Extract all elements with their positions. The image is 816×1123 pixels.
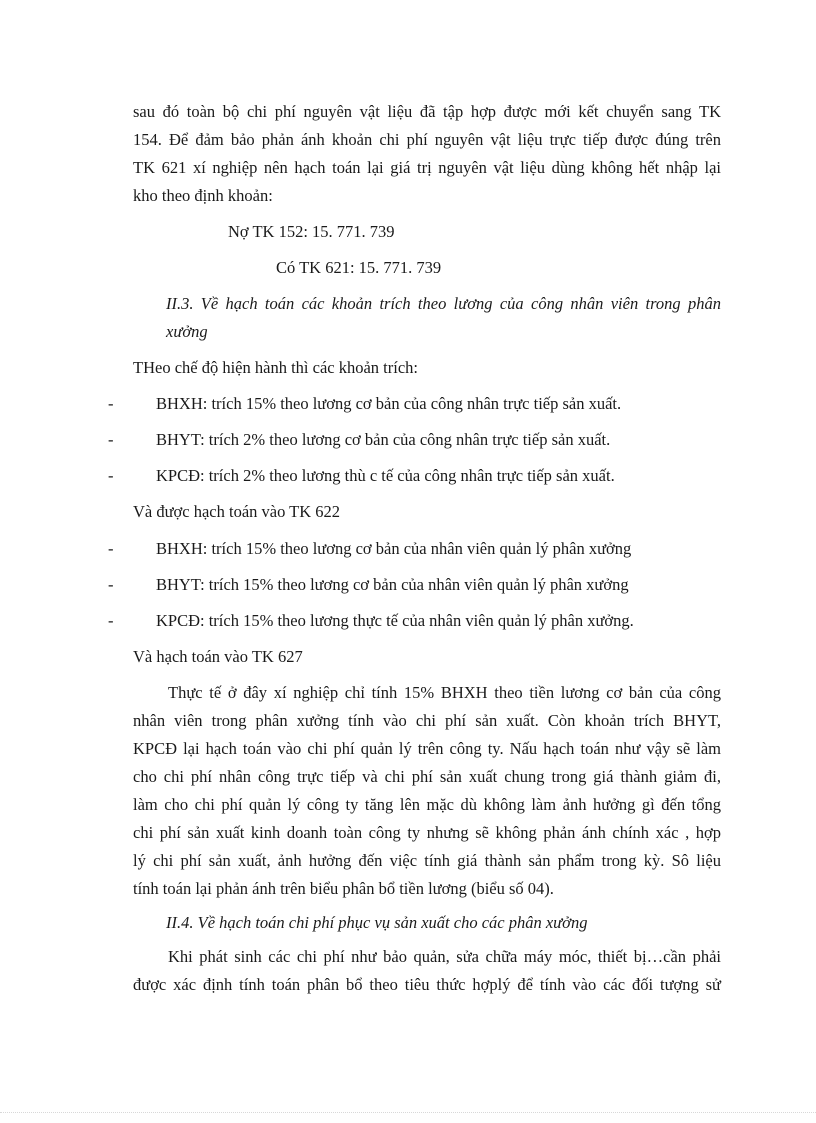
paragraph1-line-4: kho theo định khoản:	[133, 186, 273, 205]
list-dash: -	[108, 394, 114, 413]
list2-item-2: BHYT: trích 15% theo lương cơ bản của nhân viên quản lý phân xưởng	[156, 575, 629, 594]
section-2-4-heading: II.4. Về hạch toán chi phí phục vụ sản xuất cho các phân xưởng	[166, 913, 588, 932]
paragraph3-line-1: Khi phát sinh các chi phí như bảo quản, sửa chữa máy móc, thiết bị…cần phải	[168, 947, 721, 966]
paragraph1-line-1: sau đó toàn bộ chi phí nguyên vật liệu đã tập hợp được mới kết chuyển sang TK	[133, 102, 721, 121]
paragraph2-line-1: Thực tế ở đây xí nghiệp chỉ tính 15% BHXH theo tiền lương cơ bản của công	[168, 683, 721, 702]
account-note-622: Và được hạch toán vào TK 622	[133, 502, 341, 521]
list1-item-1: BHXH: trích 15% theo lương cơ bản của công nhân trực tiếp sản xuất.	[156, 394, 622, 413]
paragraph2-line-2: nhân viên trong phân xưởng tính vào chi phí sản xuất. Còn khoản trích BHYT,	[133, 711, 721, 730]
account-note-627: Và hạch toán vào TK 627	[133, 647, 303, 666]
list1-item-3: KPCĐ: trích 2% theo lương thù c tế của công nhân trực tiếp sản xuất.	[156, 466, 615, 485]
paragraph1-line-2: 154. Để đảm bảo phản ánh khoản chi phí nguyên vật liệu trực tiếp được đúng trên	[133, 130, 721, 149]
list-dash: -	[108, 430, 114, 449]
paragraph2-line-7: lý chi phí sản xuất, ảnh hưởng đến việc tính giá thành sản phẩm trong kỳ. Sô liệu	[133, 851, 721, 870]
list-dash: -	[108, 611, 114, 630]
list-dash: -	[108, 539, 114, 558]
debit-entry: Nợ TK 152: 15. 771. 739	[228, 222, 395, 241]
paragraph2-line-4: cho chi phí nhân công trực tiếp và chi phí sản xuất chung trong giá thành giảm đi,	[133, 767, 721, 786]
list2-item-1: BHXH: trích 15% theo lương cơ bản của nhân viên quản lý phân xưởng	[156, 539, 632, 558]
list-dash: -	[108, 466, 114, 485]
credit-entry: Có TK 621: 15. 771. 739	[276, 258, 442, 277]
list2-item-3: KPCĐ: trích 15% theo lương thực tế của nhân viên quản lý phân xưởng.	[156, 611, 634, 630]
paragraph2-line-3: KPCĐ lại hạch toán vào chi phí quản lý trên công ty. Nấu hạch toán như vậy sẽ làm	[133, 739, 721, 758]
paragraph2-line-6: chi phí sản xuất kinh doanh toàn công ty nhưng sẽ không phản ánh chính xác , hợp	[133, 823, 721, 842]
section-2-3-heading-line-1: II.3. Về hạch toán các khoản trích theo lương của công nhân viên trong phân	[166, 294, 721, 313]
section-2-3-heading-line-2: xưởng	[166, 322, 208, 341]
paragraph2-line-5: làm cho chi phí quản lý công ty tăng lên mặc dù không làm ảnh hưởng gì đến tổng	[133, 795, 721, 814]
list1-item-2: BHYT: trích 2% theo lương cơ bản của công nhân trực tiếp sản xuất.	[156, 430, 611, 449]
section-2-3-intro: THeo chế độ hiện hành thì các khoản trích:	[133, 358, 418, 377]
list-dash: -	[108, 575, 114, 594]
paragraph2-line-8: tính toán lại phản ánh trên biểu phân bổ tiền lương (biểu số 04).	[133, 879, 554, 898]
paragraph1-line-3: TK 621 xí nghiệp nên hạch toán lại giá trị nguyên vật liệu dùng không hết nhập lại	[133, 158, 721, 177]
paragraph3-line-2: được xác định tính toán phân bổ theo tiêu thức hợplý để tính vào các đối tượng sử	[133, 975, 721, 994]
page-bottom-rule	[0, 1112, 816, 1113]
